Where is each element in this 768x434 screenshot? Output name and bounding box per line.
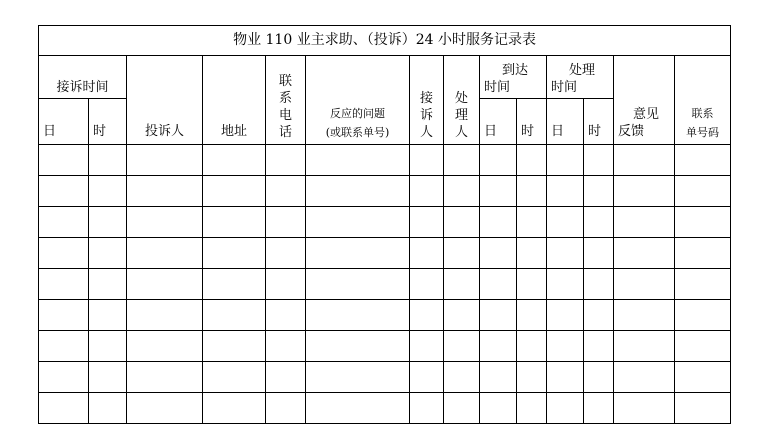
handler-char: 人 bbox=[454, 125, 468, 140]
contact-phone-char: 系 bbox=[278, 91, 292, 106]
table-cell[interactable] bbox=[203, 300, 266, 331]
table-cell[interactable] bbox=[675, 145, 731, 176]
contact-phone-char: 联 bbox=[278, 74, 292, 89]
arrival-time-line-1: 到达 bbox=[501, 63, 528, 78]
table-cell[interactable] bbox=[444, 362, 480, 393]
table-cell[interactable] bbox=[517, 300, 547, 331]
table-cell[interactable] bbox=[203, 269, 266, 300]
table-cell[interactable] bbox=[547, 362, 584, 393]
table-cell[interactable] bbox=[614, 238, 675, 269]
receiver-char: 接 bbox=[419, 91, 433, 106]
table-cell[interactable] bbox=[444, 207, 480, 238]
table-cell[interactable] bbox=[89, 176, 127, 207]
table-cell[interactable] bbox=[614, 300, 675, 331]
table-cell[interactable] bbox=[39, 269, 89, 300]
table-cell[interactable] bbox=[306, 331, 410, 362]
table-cell[interactable] bbox=[480, 176, 517, 207]
header-receiver bbox=[410, 56, 444, 145]
table-cell[interactable] bbox=[39, 362, 89, 393]
table-cell[interactable] bbox=[517, 238, 547, 269]
table-cell[interactable] bbox=[203, 145, 266, 176]
form-title: 物业 110 业主求助、（投诉）24 小时服务记录表 bbox=[39, 26, 731, 56]
table-cell[interactable] bbox=[266, 238, 306, 269]
table-cell[interactable] bbox=[675, 331, 731, 362]
table-cell[interactable] bbox=[547, 300, 584, 331]
table-cell[interactable] bbox=[614, 331, 675, 362]
arrival-time-line-2: 时间 bbox=[484, 80, 511, 95]
table-cell[interactable] bbox=[547, 269, 584, 300]
table-cell[interactable] bbox=[584, 393, 614, 424]
table-cell[interactable] bbox=[266, 331, 306, 362]
header-process-time bbox=[547, 56, 614, 99]
table-cell[interactable] bbox=[480, 269, 517, 300]
table-cell[interactable] bbox=[39, 176, 89, 207]
table-row bbox=[39, 207, 731, 238]
table-cell[interactable] bbox=[89, 331, 127, 362]
table-cell[interactable] bbox=[306, 207, 410, 238]
record-rows bbox=[39, 145, 731, 424]
table-cell[interactable] bbox=[203, 331, 266, 362]
table-cell[interactable] bbox=[410, 393, 444, 424]
header-address: 地址 bbox=[203, 56, 266, 145]
table-cell[interactable] bbox=[444, 238, 480, 269]
issue-note: (或联系单号) bbox=[325, 126, 390, 139]
table-cell[interactable] bbox=[266, 300, 306, 331]
table-cell[interactable] bbox=[127, 362, 203, 393]
table-cell[interactable] bbox=[39, 331, 89, 362]
table-cell[interactable] bbox=[306, 362, 410, 393]
table-cell[interactable] bbox=[89, 300, 127, 331]
table-cell[interactable] bbox=[480, 238, 517, 269]
table-cell[interactable] bbox=[203, 238, 266, 269]
table-cell[interactable] bbox=[39, 238, 89, 269]
table-cell[interactable] bbox=[614, 269, 675, 300]
feedback-line-2: 反馈 bbox=[618, 124, 645, 139]
table-cell[interactable] bbox=[480, 145, 517, 176]
table-cell[interactable] bbox=[266, 176, 306, 207]
table-cell[interactable] bbox=[89, 238, 127, 269]
table-cell[interactable] bbox=[89, 393, 127, 424]
table-cell[interactable] bbox=[127, 238, 203, 269]
table-cell[interactable] bbox=[266, 207, 306, 238]
record-table bbox=[38, 25, 731, 424]
table-cell[interactable] bbox=[480, 362, 517, 393]
table-cell[interactable] bbox=[547, 393, 584, 424]
table-cell[interactable] bbox=[127, 145, 203, 176]
table-row bbox=[39, 238, 731, 269]
process-time-line-1: 处理 bbox=[568, 63, 595, 78]
table-cell[interactable] bbox=[39, 207, 89, 238]
table-cell[interactable] bbox=[614, 145, 675, 176]
table-cell[interactable] bbox=[517, 269, 547, 300]
table-cell[interactable] bbox=[517, 393, 547, 424]
table-cell[interactable] bbox=[675, 393, 731, 424]
table-cell[interactable] bbox=[444, 269, 480, 300]
table-cell[interactable] bbox=[410, 362, 444, 393]
table-cell[interactable] bbox=[39, 145, 89, 176]
table-cell[interactable] bbox=[547, 176, 584, 207]
table-cell[interactable] bbox=[89, 269, 127, 300]
table-cell[interactable] bbox=[480, 207, 517, 238]
header-feedback bbox=[614, 56, 675, 145]
table-cell[interactable] bbox=[410, 300, 444, 331]
handler-char: 理 bbox=[454, 108, 468, 123]
table-row bbox=[39, 300, 731, 331]
table-cell[interactable] bbox=[203, 362, 266, 393]
table-cell[interactable] bbox=[675, 176, 731, 207]
table-cell[interactable] bbox=[203, 393, 266, 424]
contact-phone-char: 电 bbox=[278, 108, 292, 123]
table-cell[interactable] bbox=[444, 393, 480, 424]
table-cell[interactable] bbox=[675, 300, 731, 331]
table-cell[interactable] bbox=[614, 176, 675, 207]
table-cell[interactable] bbox=[444, 331, 480, 362]
table-row bbox=[39, 393, 731, 424]
table-cell[interactable] bbox=[480, 393, 517, 424]
table-cell[interactable] bbox=[306, 176, 410, 207]
table-cell[interactable] bbox=[410, 238, 444, 269]
table-cell[interactable] bbox=[306, 269, 410, 300]
table-cell[interactable] bbox=[127, 393, 203, 424]
table-cell[interactable] bbox=[444, 300, 480, 331]
header-complaint-time: 接诉时间 bbox=[39, 56, 127, 99]
contact-number-line-1: 联系 bbox=[691, 107, 714, 120]
table-cell[interactable] bbox=[410, 207, 444, 238]
table-cell[interactable] bbox=[614, 393, 675, 424]
table-cell[interactable] bbox=[410, 145, 444, 176]
table-cell[interactable] bbox=[39, 300, 89, 331]
feedback-line-1: 意见 bbox=[632, 107, 659, 122]
table-cell[interactable] bbox=[584, 238, 614, 269]
table-cell[interactable] bbox=[584, 145, 614, 176]
table-cell[interactable] bbox=[203, 207, 266, 238]
table-cell[interactable] bbox=[584, 207, 614, 238]
table-row bbox=[39, 145, 731, 176]
table-cell[interactable] bbox=[89, 362, 127, 393]
table-cell[interactable] bbox=[517, 207, 547, 238]
table-cell[interactable] bbox=[614, 362, 675, 393]
contact-number-line-2: 单号码 bbox=[686, 126, 720, 139]
table-cell[interactable] bbox=[306, 393, 410, 424]
table-cell[interactable] bbox=[89, 145, 127, 176]
header-complainant: 投诉人 bbox=[127, 56, 203, 145]
contact-phone-char: 话 bbox=[278, 125, 292, 140]
table-cell[interactable] bbox=[203, 176, 266, 207]
table-cell[interactable] bbox=[517, 176, 547, 207]
table-cell[interactable] bbox=[675, 207, 731, 238]
table-cell[interactable] bbox=[480, 300, 517, 331]
table-cell[interactable] bbox=[547, 331, 584, 362]
table-cell[interactable] bbox=[584, 176, 614, 207]
table-cell[interactable] bbox=[127, 207, 203, 238]
table-cell[interactable] bbox=[127, 331, 203, 362]
table-cell[interactable] bbox=[675, 362, 731, 393]
table-cell[interactable] bbox=[266, 393, 306, 424]
receiver-char: 诉 bbox=[419, 108, 433, 123]
table-cell[interactable] bbox=[584, 362, 614, 393]
header-process-day: 日 bbox=[547, 99, 584, 145]
table-cell[interactable] bbox=[444, 145, 480, 176]
table-cell[interactable] bbox=[614, 207, 675, 238]
table-cell[interactable] bbox=[306, 300, 410, 331]
issue-label: 反应的问题 bbox=[330, 107, 385, 120]
table-row bbox=[39, 176, 731, 207]
table-cell[interactable] bbox=[266, 269, 306, 300]
header-complaint-day: 日 bbox=[39, 99, 89, 145]
table-cell[interactable] bbox=[444, 176, 480, 207]
table-cell[interactable] bbox=[584, 269, 614, 300]
table-cell[interactable] bbox=[547, 145, 584, 176]
table-cell[interactable] bbox=[517, 145, 547, 176]
table-cell[interactable] bbox=[517, 362, 547, 393]
header-contact-number bbox=[675, 56, 731, 145]
header-issue bbox=[306, 56, 410, 145]
header-arrival-time bbox=[480, 56, 547, 99]
table-cell[interactable] bbox=[127, 300, 203, 331]
table-cell[interactable] bbox=[547, 238, 584, 269]
table-cell[interactable] bbox=[266, 145, 306, 176]
table-cell[interactable] bbox=[410, 269, 444, 300]
header-process-hour: 时 bbox=[584, 99, 614, 145]
handler-char: 处 bbox=[454, 91, 468, 106]
table-cell[interactable] bbox=[127, 176, 203, 207]
table-cell[interactable] bbox=[266, 362, 306, 393]
receiver-char: 人 bbox=[419, 125, 433, 140]
service-record-form bbox=[38, 25, 730, 418]
table-cell[interactable] bbox=[39, 393, 89, 424]
table-cell[interactable] bbox=[517, 331, 547, 362]
table-cell[interactable] bbox=[675, 269, 731, 300]
table-row bbox=[39, 269, 731, 300]
table-cell[interactable] bbox=[584, 331, 614, 362]
process-time-line-2: 时间 bbox=[551, 80, 578, 95]
table-cell[interactable] bbox=[547, 207, 584, 238]
header-handler bbox=[444, 56, 480, 145]
table-cell[interactable] bbox=[410, 176, 444, 207]
table-cell[interactable] bbox=[584, 300, 614, 331]
header-complaint-hour: 时 bbox=[89, 99, 127, 145]
table-cell[interactable] bbox=[675, 238, 731, 269]
table-cell[interactable] bbox=[306, 145, 410, 176]
header-arrival-day: 日 bbox=[480, 99, 517, 145]
table-cell[interactable] bbox=[410, 331, 444, 362]
table-cell[interactable] bbox=[480, 331, 517, 362]
table-cell[interactable] bbox=[306, 238, 410, 269]
header-contact-phone bbox=[266, 56, 306, 145]
table-cell[interactable] bbox=[89, 207, 127, 238]
table-row bbox=[39, 331, 731, 362]
header-arrival-hour: 时 bbox=[517, 99, 547, 145]
table-cell[interactable] bbox=[127, 269, 203, 300]
table-row bbox=[39, 362, 731, 393]
